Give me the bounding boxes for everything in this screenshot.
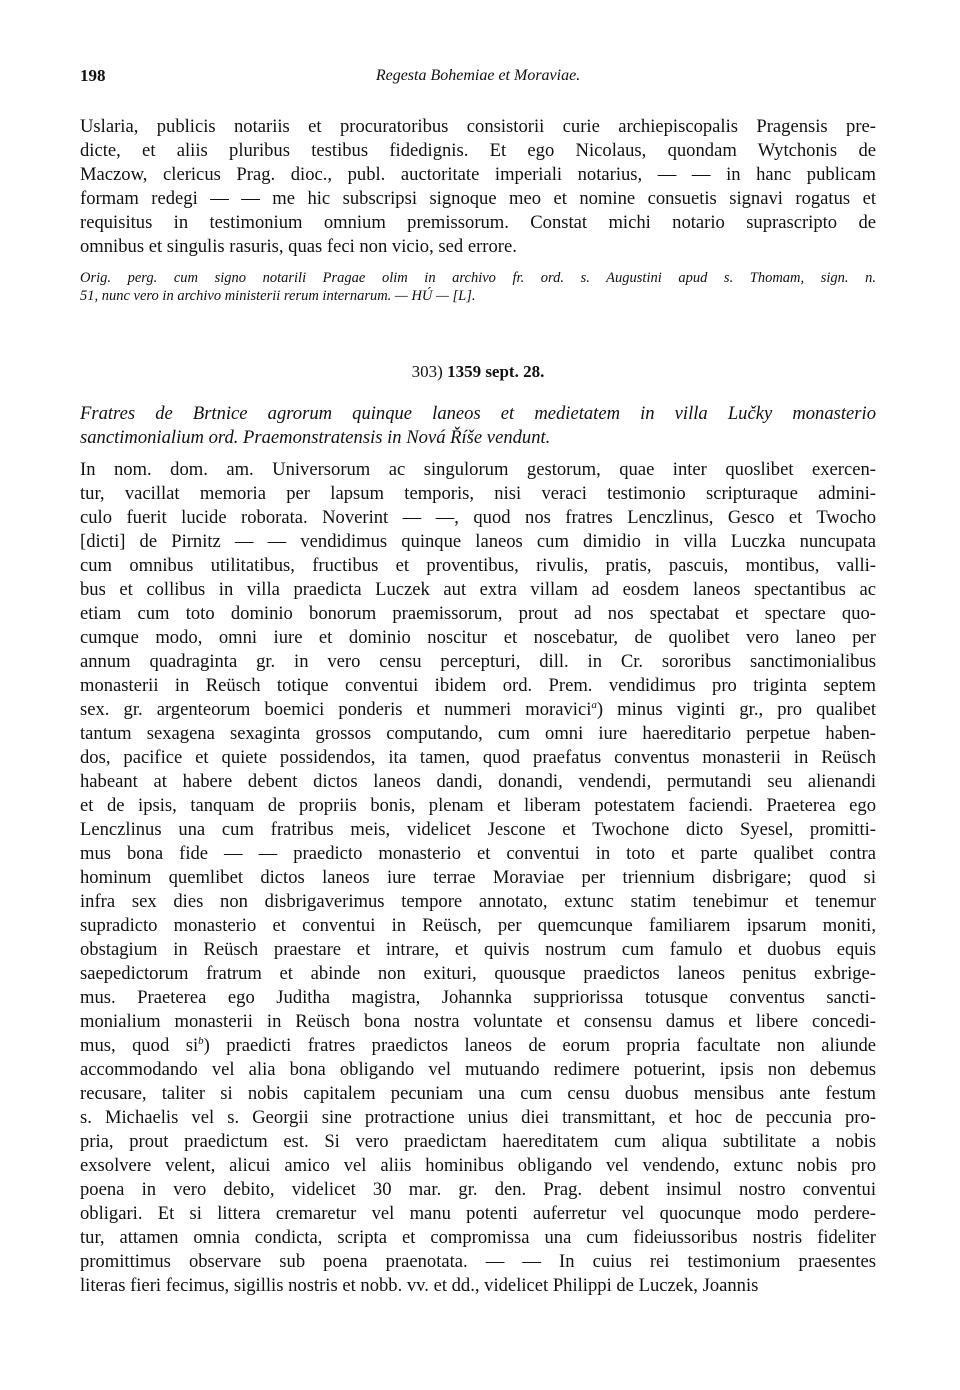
text-line: promittimus observare sub poena praenotata. — — In cuius rei testimonium praesentes (80, 1251, 876, 1272)
text-line: infra sex dies non disbrigaverimus tempore annotato, extunc statim tenebimur et tenemur (80, 891, 876, 912)
document-number: 303) (411, 362, 443, 381)
regest-line: Fratres de Brtnice agrorum quinque laneos et medietatem in villa Lučky monasterio (80, 403, 876, 424)
previous-document-text (80, 115, 876, 259)
text-line: Lenczlinus una cum fratribus meis, videlicet Jescone et Twochone dicto Syesel, promitti- (80, 819, 876, 840)
text-line: [dicti] de Pirnitz — — vendidimus quinque laneos cum dimidio in villa Luczka nuncupata (80, 531, 876, 552)
text-line (80, 1034, 876, 1058)
document-page (80, 66, 876, 1298)
text-line: s. Michaelis vel s. Georgii sine protractione unius diei transmittant, et hoc de peccunia pro- (80, 1107, 876, 1128)
note-line: Orig. perg. cum signo notarili Pragae olim in archivo fr. ord. s. Augustini apud s. Thomam, sign. n. (80, 270, 876, 286)
text-line: cumque modo, omni iure et dominio noscitur et noscebatur, de quolibet vero laneo per (80, 627, 876, 648)
text-line: mus bona fide — — praedicto monasterio et conventui in toto et parte qualibet contra (80, 843, 876, 864)
document-body (80, 458, 876, 1298)
source-note (80, 269, 876, 305)
text-line: Uslaria, publicis notariis et procuratoribus consistorii curie archiepiscopalis Pragensis pre- (80, 116, 876, 137)
text-line: dicte, et aliis pluribus testibus fidedignis. Et ego Nicolaus, quondam Wytchonis de (80, 140, 876, 161)
text-line: culo fuerit lucide roborata. Noverint — —, quod nos fratres Lenczlinus, Gesco et Twocho (80, 507, 876, 528)
text-line: etiam cum toto dominio bonorum praemissorum, prout ad nos spectabat et spectare quo- (80, 603, 876, 624)
text-line: requisitus in testimonium omnium premissorum. Constat michi notario suprascripto de (80, 212, 876, 233)
text-line: literas fieri fecimus, sigillis nostris et nobb. vv. et dd., videlicet Philippi de Luczek, Joannis (80, 1275, 759, 1296)
text-line: exsolvere velent, alicui amico vel aliis hominibus obligando vel vendendo, extunc nobis pro (80, 1155, 876, 1176)
text-line: omnibus et singulis rasuris, quas feci non vicio, sed errore. (80, 236, 517, 257)
text-line (80, 698, 876, 722)
text-line: tantum sexagena sexaginta grossos computando, cum omni iure haereditario perpetue haben- (80, 723, 876, 744)
regest-summary (80, 402, 876, 450)
text-line: bus et collibus in villa praedicta Luczek aut extra villam ad eosdem laneos spectantibus ac (80, 579, 876, 600)
text-line: monialium monasterii in Reüsch bona nostra voluntate et consensu damus et libere concedi- (80, 1011, 876, 1032)
text-line: annum quadraginta gr. in vero censu percepturi, dill. in Cr. sororibus sanctimonialibus (80, 651, 876, 672)
text-line: tur, vacillat memoria per lapsum temporis, nisi veraci testimonio scripturaque admini- (80, 483, 876, 504)
text-line: habeant at habere debent dictos laneos dandi, donandi, vendendi, permutandi seu alienandi (80, 771, 876, 792)
page-number: 198 (80, 66, 106, 85)
page-header (80, 66, 876, 92)
text-fragment: ) praedicti fratres praedictos laneos de eorum propria facultate non aliunde (203, 1035, 877, 1056)
text-line: tur, attamen omnia condicta, scripta et compromissa una cum fideiussoribus nostris fideliter (80, 1227, 876, 1248)
text-line: cum omnibus utilitatibus, fructibus et proventibus, rivulis, pratis, pascuis, montibus, valli- (80, 555, 876, 576)
text-line: poena in vero debito, videlicet 30 mar. gr. den. Prag. debent insimul nostro conventui (80, 1179, 876, 1200)
running-title: Regesta Bohemiae et Moraviae. (375, 67, 581, 84)
regest-line: sanctimonialium ord. Praemonstratensis in Nová Říše vendunt. (80, 427, 551, 448)
text-line: supradicto monasterio et conventui in Reüsch, per quemcunque familiarem ipsarum moniti, (80, 915, 876, 936)
text-line: mus. Praeterea ego Juditha magistra, Johannka suppriorissa totusque conventus sancti- (80, 987, 876, 1008)
text-fragment: ) minus viginti gr., pro qualibet (596, 699, 876, 720)
text-line: formam redegi — — me hic subscripsi signoque meo et nomine consuetis signavi rogatus et (80, 188, 876, 209)
text-line: obligari. Et si littera cremaretur vel manu potenti auferretur vel quocunque modo perdere- (80, 1203, 876, 1224)
text-line: Maczow, clericus Prag. dioc., publ. auctoritate imperiali notarius, — — in hanc publicam (80, 164, 876, 185)
footnote-marker: a (591, 698, 597, 711)
text-line: saepedictorum fratrum et abinde non exituri, quousque praedictos laneos penitus exbrige- (80, 963, 876, 984)
text-line: In nom. dom. am. Universorum ac singulorum gestorum, quae inter quoslibet exercen- (80, 459, 876, 480)
note-line: 51, nunc vero in archivo ministerii rerum internarum. — HÚ — [L]. (80, 288, 476, 304)
text-fragment: mus, quod si (80, 1035, 199, 1056)
document-date: 1359 sept. 28. (447, 362, 545, 381)
text-line: obstagium in Reüsch praestare et intrare, et quivis nostrum cum famulo et duobus equis (80, 939, 876, 960)
document-heading (80, 362, 876, 382)
text-line: recusare, taliter si nobis capitalem pecuniam una cum censu duobus mensibus ante festum (80, 1083, 876, 1104)
text-line: hominum quemlibet dictos laneos iure terrae Moraviae per triennium disbrigare; quod si (80, 867, 876, 888)
footnote-marker: b (198, 1034, 204, 1047)
text-line: pria, prout praedictum est. Si vero praedictam haereditatem cum aliqua subtilitate a nobis (80, 1131, 876, 1152)
text-line: accommodando vel alia bona obligando vel mutuando redimere potuerint, ipsis non debemus (80, 1059, 876, 1080)
text-line: dos, pacifice et quiete possidendos, ita tamen, quod praefatus conventus monasterii in Reüsch (80, 747, 876, 768)
text-line: et de ipsis, tanquam de propriis bonis, plenam et liberam potestatem faciendi. Praeterea ego (80, 795, 876, 816)
text-fragment: sex. gr. argenteorum boemici ponderis et nummeri moravici (80, 699, 592, 720)
text-line: monasterii in Reüsch totique conventui ibidem ord. Prem. vendidimus pro triginta septem (80, 675, 876, 696)
